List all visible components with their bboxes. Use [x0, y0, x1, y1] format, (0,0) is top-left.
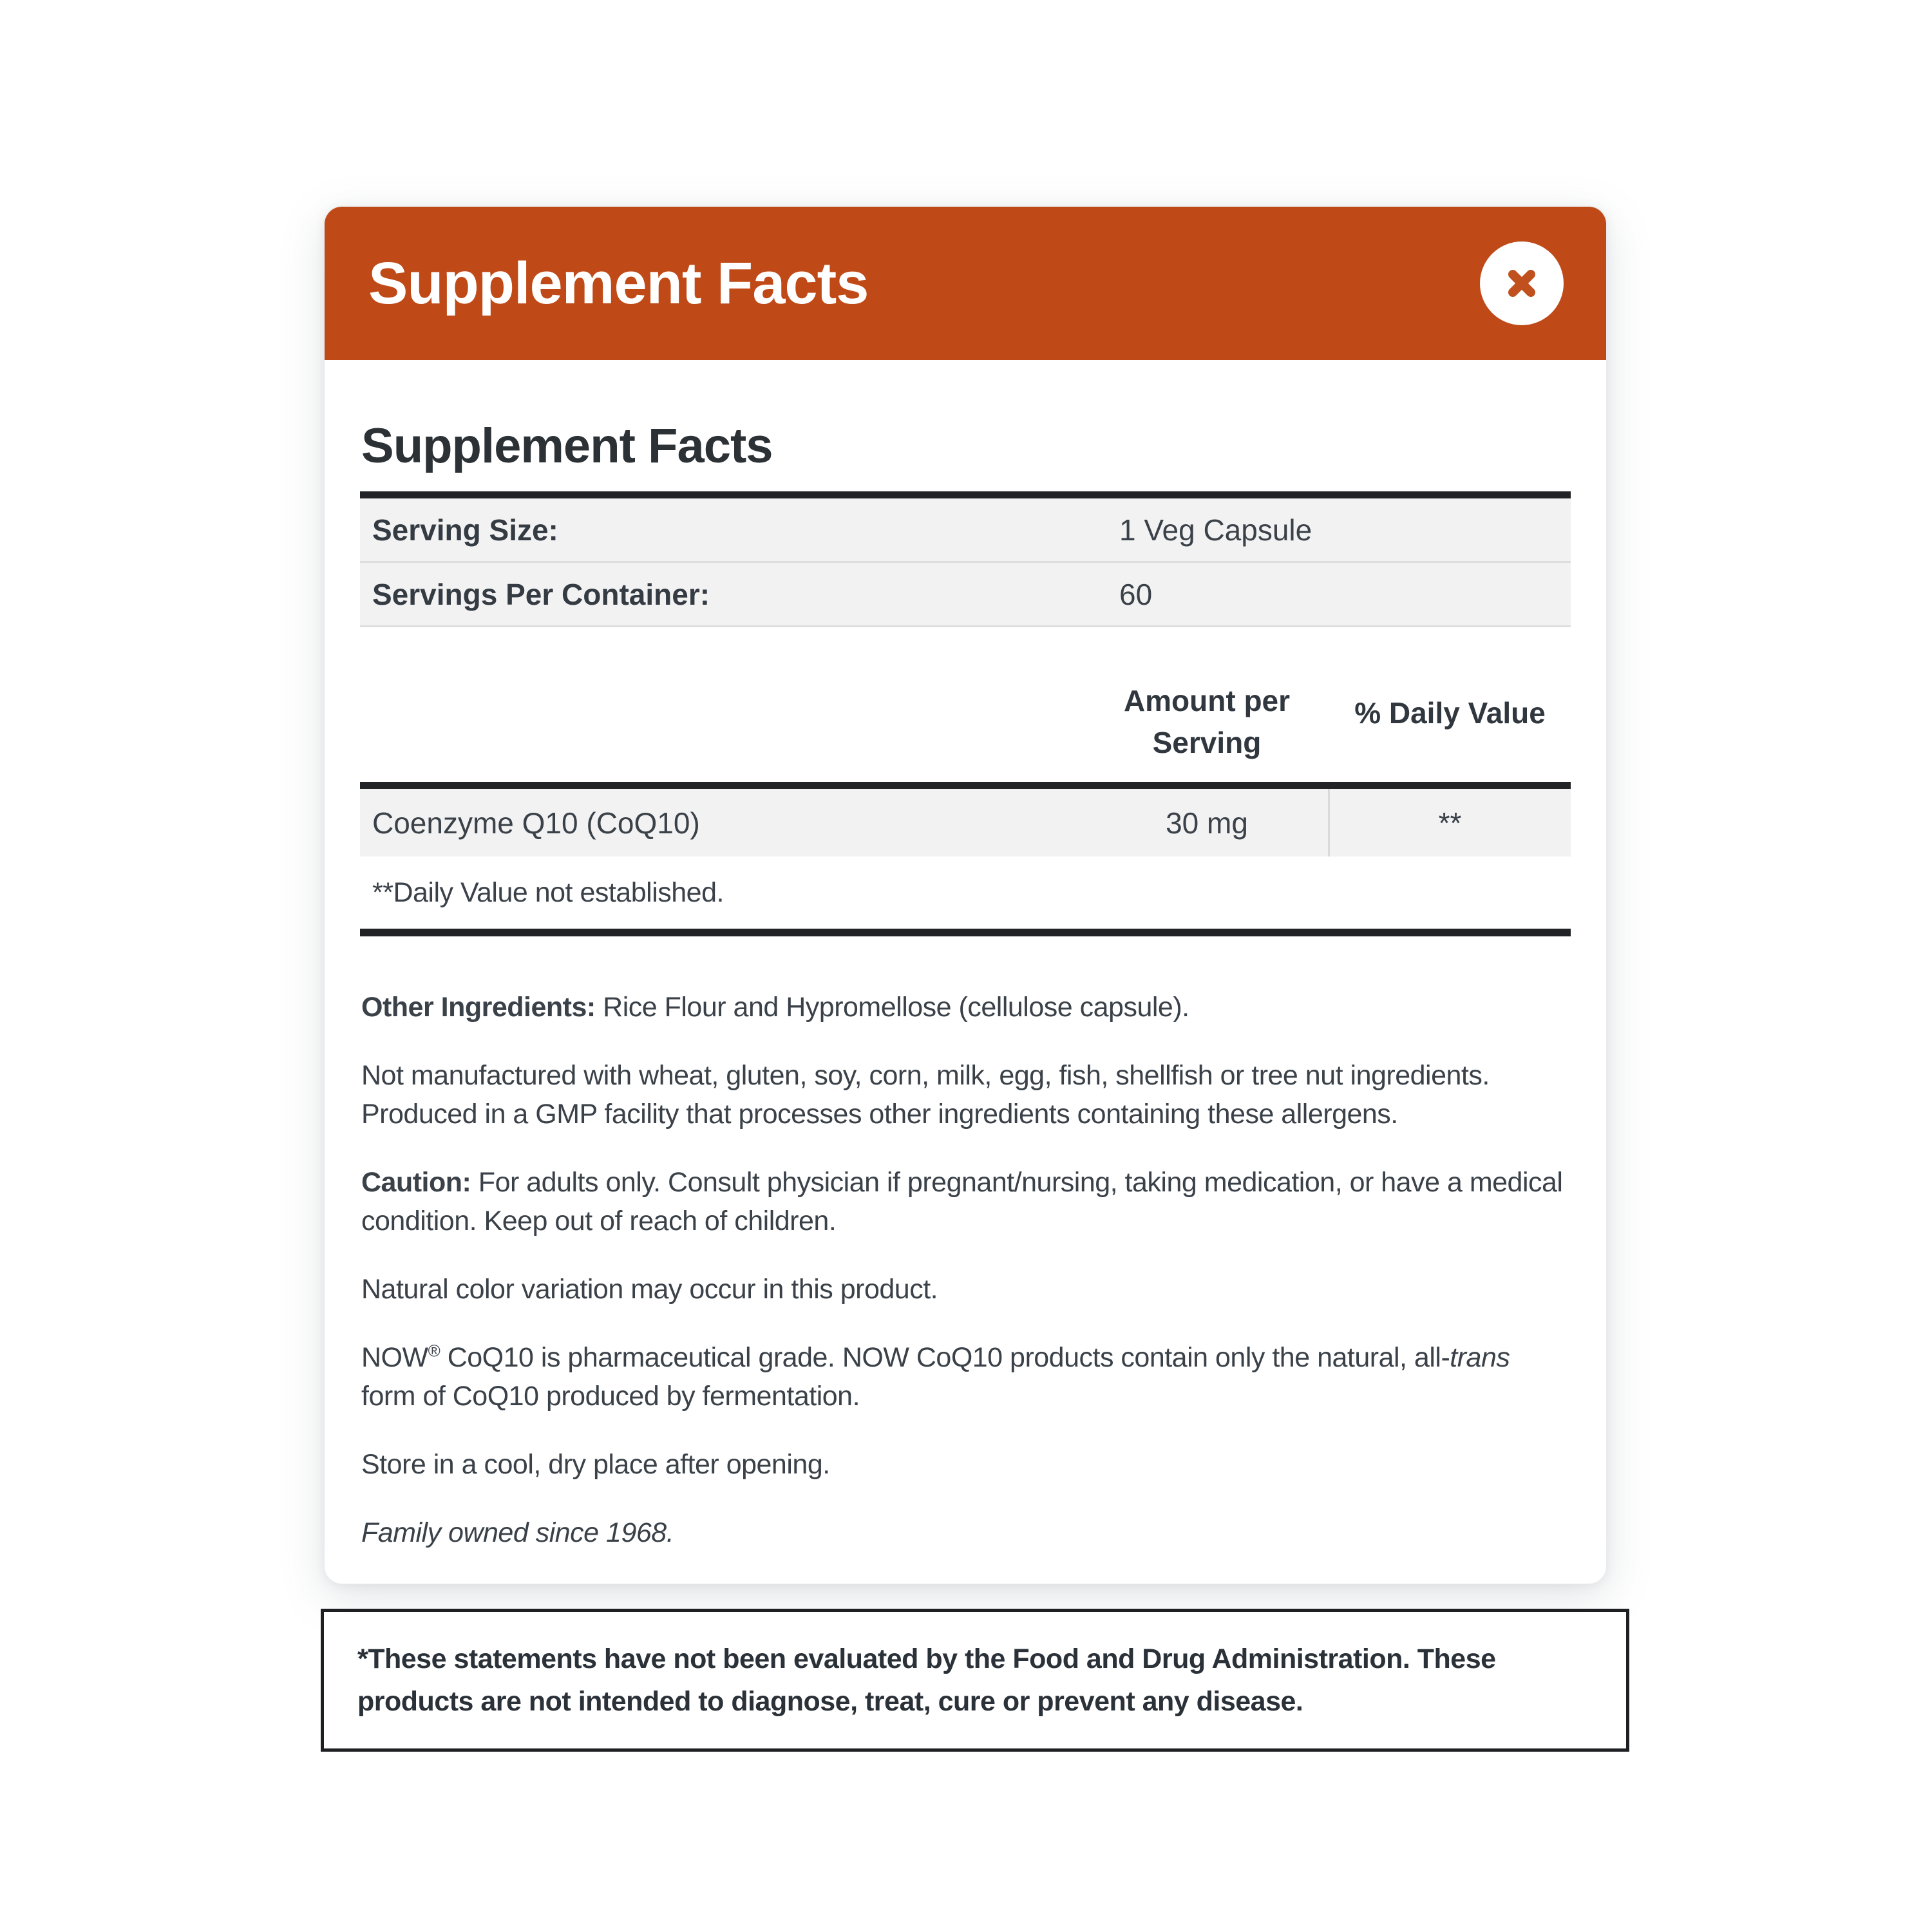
column-header-amount-line2: Serving — [1152, 726, 1262, 759]
modal-body — [325, 418, 1606, 1552]
row-value: 60 — [1119, 577, 1153, 611]
nutrient-daily-value: ** — [1438, 806, 1462, 840]
column-header-amount — [1078, 680, 1336, 764]
close-icon — [1504, 265, 1540, 301]
column-header-amount-line1: Amount per — [1123, 684, 1291, 717]
row-label: Servings Per Container: — [372, 577, 710, 611]
section-title: Supplement Facts — [361, 419, 773, 473]
table-mid-rule — [360, 782, 1571, 789]
row-label: Serving Size: — [372, 513, 558, 547]
nutrient-amount: 30 mg — [1166, 806, 1248, 840]
table-bottom-rule — [360, 929, 1571, 936]
supplement-facts-modal — [324, 206, 1607, 1584]
column-header-daily-value: % Daily Value — [1354, 696, 1546, 730]
paragraph: Other Ingredients: Rice Flour and Hypromellose (cellulose capsule). — [361, 992, 1189, 1023]
paragraph: Natural color variation may occur in this product. — [361, 1274, 938, 1305]
paragraph: Not manufactured with wheat, gluten, soy, corn, milk, egg, fish, shellfish or tree nut ingredients. Produced in a GMP facility that processes other ingredients containing these allergens. — [361, 1060, 1490, 1130]
table-column-headers — [360, 627, 1571, 782]
table-footnote: **Daily Value not established. — [372, 877, 724, 908]
close-button[interactable] — [1480, 242, 1564, 325]
table-top-rule — [360, 491, 1571, 498]
table-row-servings-per-container — [360, 563, 1571, 627]
paragraph: Family owned since 1968. — [361, 1517, 674, 1548]
facts-table — [360, 491, 1571, 936]
nutrient-name: Coenzyme Q10 (CoQ10) — [372, 806, 700, 840]
row-value: 1 Veg Capsule — [1119, 513, 1312, 547]
paragraph: Store in a cool, dry place after opening. — [361, 1449, 830, 1480]
paragraphs — [360, 988, 1571, 1552]
fda-disclaimer-text: *These statements have not been evaluated by the Food and Drug Administration. These products are not intended to diagnose, treat, cure or prevent any disease. — [357, 1643, 1496, 1717]
table-row-serving-size — [360, 498, 1571, 563]
paragraph: Caution: For adults only. Consult physician if pregnant/nursing, taking medication, or have a medical condition. Keep out of reach of children. — [361, 1167, 1563, 1236]
fda-disclaimer-box — [321, 1609, 1629, 1752]
modal-header — [325, 207, 1606, 360]
modal-title: Supplement Facts — [368, 250, 869, 316]
table-row-nutrient — [360, 789, 1571, 857]
paragraph: NOW® CoQ10 is pharmaceutical grade. NOW CoQ10 products contain only the natural, all-trans form of CoQ10 produced by fermentation. — [361, 1341, 1510, 1412]
